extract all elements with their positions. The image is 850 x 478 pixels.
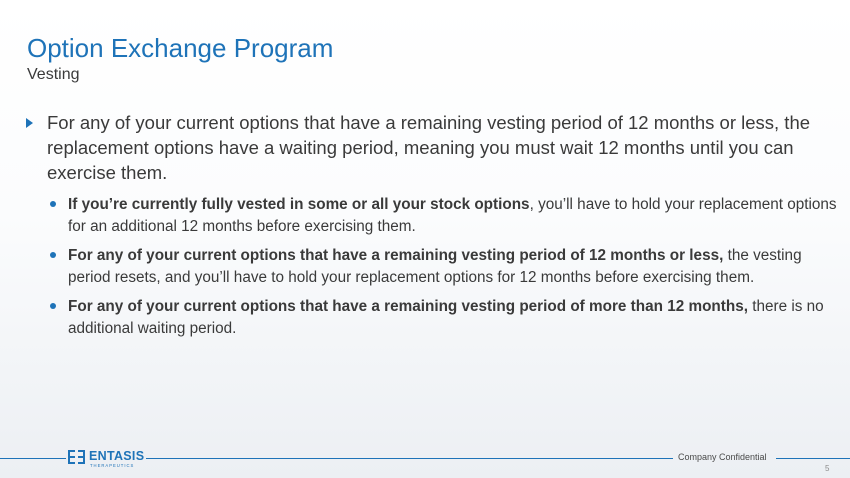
sub-bullet-text: the vesting period resets, and you’ll have to hold your replacement options for 12 months before exercising them. — [68, 247, 806, 286]
round-bullet-icon — [50, 201, 56, 207]
round-bullet-icon — [50, 252, 56, 258]
confidential-label: Company Confidential — [678, 452, 767, 462]
footer-divider-end — [776, 458, 850, 459]
sub-bullet-text: there is no additional waiting period. — [68, 298, 828, 337]
company-logo — [68, 449, 146, 471]
footer-divider-right — [146, 458, 673, 459]
round-bullet-icon — [50, 303, 56, 309]
slide-title: Option Exchange Program — [27, 33, 334, 63]
triangle-bullet-icon — [26, 118, 33, 128]
sub-bullet-bold-text: If you’re currently fully vested in some or all your stock options — [68, 196, 530, 213]
sub-bullet-item — [47, 296, 840, 339]
logo-tagline: THERAPEUTICS — [90, 463, 135, 468]
sub-bullet-item — [47, 245, 840, 288]
main-bullet-text: For any of your current options that have a remaining vesting period of 12 months or less, the replacement options have a waiting period, meaning you must wait 12 months until you can exercise them. — [47, 112, 811, 183]
sub-bullet-text: , you’ll have to hold your replacement options for an additional 12 months before exercising them. — [68, 196, 841, 235]
sub-bullet-item — [47, 194, 840, 237]
sub-bullet-list — [25, 194, 840, 339]
logo-wordmark: ENTASIS — [89, 449, 145, 463]
page-number: 5 — [825, 464, 830, 473]
sub-bullet-bold-text: For any of your current options that have a remaining vesting period of more than 12 months, — [68, 298, 748, 315]
sub-bullet-bold-text: For any of your current options that have a remaining vesting period of 12 months or less, — [68, 247, 724, 264]
slide-subtitle: Vesting — [27, 66, 80, 83]
footer-divider-left — [0, 458, 66, 459]
slide-content — [25, 110, 840, 347]
entasis-mark-icon — [68, 450, 86, 464]
main-bullet — [25, 110, 840, 185]
